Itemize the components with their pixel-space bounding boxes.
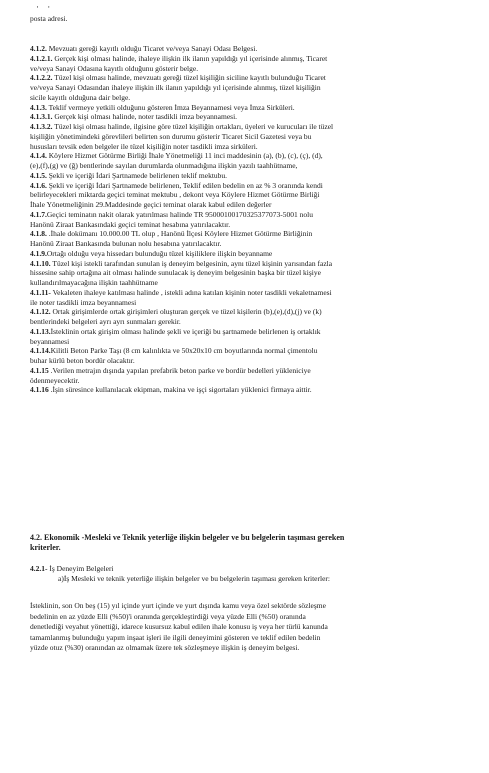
article-line: [30, 200, 473, 209]
article-number: 4.1.9.: [30, 248, 47, 258]
article-text: kişiliğin yönetimindeki görevlileri belirten son durumu gösterir Ticaret Sicil Gazetesi veya bu: [30, 131, 312, 141]
article-line: [30, 220, 473, 229]
article-text: Ortak girişimlerde ortak girişimleri oluşturan gerçek ve tüzel kişilerin (b),(e),(d),(j) ve (k): [50, 307, 322, 317]
article-text: ile noter tasdikli imza beyannamesi: [30, 297, 137, 307]
article-line: [30, 54, 473, 63]
scan-dots: · ·: [36, 2, 54, 12]
article-text: beyannamesi: [30, 336, 70, 346]
article-line: [30, 317, 473, 326]
article-text: İsteklinin ortak girişim olması halinde şekli ve içeriği bu şartnamede belirlenen iş ortaklık: [50, 326, 321, 336]
article-number: 4.1.2.2.: [30, 73, 53, 83]
article-text: Vekaleten ihaleye katılması halinde , istekli adına katılan kişinin noter tasdikli vekaletnamesi: [50, 287, 332, 297]
article-number: 4.1.13.: [30, 326, 51, 336]
sub-item: a)İş Mesleki ve teknik yeterliğe ilişkin belgeler ve bu belgelerin taşıması gereken kriterler:: [58, 574, 330, 583]
article-line: [30, 122, 473, 131]
article-text: Geçici teminatın nakit olarak yatırılması halinde TR 950001001703253770​73-5001 nolu: [46, 209, 313, 219]
article-text: sicile kayıtlı olduğuna dair belge.: [30, 92, 131, 102]
article-number: 4.1.6.: [30, 180, 47, 190]
article-line: [30, 229, 473, 238]
article-text: Gerçek kişi olması halinde, ihaleye ilişkin ilk ilanın yapıldığı yıl içerisinde alınmış, Ticaret: [52, 53, 328, 63]
paragraph-line: tamamlanmış bulunduğu yapım inşaat işleri ile ilgili deneyimini gösteren ve teklif edilen bedelin: [30, 632, 321, 642]
paragraph-line: bedelinin en az yüzde Elli (%50)'i oranında gerçekleştirdiği veya yüzde Elli (%50) oranında: [30, 611, 306, 621]
article-line: [30, 288, 473, 297]
article-number: 4.1.2.1.: [30, 53, 53, 63]
article-line: [30, 112, 473, 121]
article-text: ödenmeyecektir.: [30, 375, 80, 385]
article-line: [30, 171, 473, 180]
article-text: .İşin süresince kullanılacak ekipman, makina ve işçi sigortaları yüklenici firmaya aittir.: [48, 385, 312, 395]
article-line: [30, 132, 473, 141]
article-line: [30, 298, 473, 307]
article-text: Ortağı olduğu veya hissedarı bulunduğu tüzel kişiliklere ilişkin beyanname: [46, 248, 273, 258]
article-line: [30, 249, 473, 258]
article-line: [30, 385, 473, 394]
article-line: [30, 366, 473, 375]
article-line: [30, 190, 473, 199]
article-line: [30, 346, 473, 355]
article-text: Tüzel kişi olması halinde, mevzuatı gereği tüzel kişiliğin siciline kayıtlı bulunduğu Ticaret: [52, 73, 326, 83]
article-line: [30, 181, 473, 190]
paragraph-line: denetlediği veyahut yönettiği, idarece kusursuz kabul edilen ihale konusu iş veya her türlü kanunda: [30, 622, 328, 632]
article-text: Mevzuatı gereği kayıtlı olduğu Ticaret ve/veya Sanayi Odası Belgesi.: [46, 44, 258, 53]
article-line: [30, 73, 473, 82]
article-text: (e),(f),(g) ve (ğ) bentlerinde sayılan durumlarda olunmadığına ilişkin yazılı taahhütname,: [30, 161, 298, 170]
article-text: .İhale dokümanı 10.000.00 TL olup , Hanönü İlçesi Köylere Hizmet Götürme Birliğinin: [46, 229, 313, 239]
paragraph-line: yüzde otuz (%30) oranından az olmamak üzere tek sözleşmeye ilişkin iş deneyim belgesi.: [30, 643, 300, 653]
article-number: 4.1.5.: [30, 170, 47, 180]
article-number: 4.1.14.: [30, 346, 51, 356]
article-number: 4.1.2.: [30, 44, 47, 53]
article-text: belirleyecekleri miktarda geçici teminat mektubu , dekont veya Köylere Hizmet Götürme Birliği: [30, 190, 320, 200]
article-line: [30, 327, 473, 336]
article-line: [30, 93, 473, 102]
article-number: 4.1.10.: [30, 258, 51, 268]
sub-heading-number: 4.2.1-: [30, 564, 48, 573]
article-number: 4.1.16: [30, 385, 49, 395]
article-text: İhale Yönetmeliğinin 29.Maddesinde geçici teminat olarak kabul edilen değerler: [30, 200, 272, 209]
article-text: Hanönü Ziraat Bankasında bulunan nolu hesabına yatırılacaktır.: [30, 239, 222, 248]
article-number: 4.1.3.1.: [30, 112, 53, 122]
article-number: 4.1.12.: [30, 307, 51, 317]
article-number: 4.1.3.: [30, 102, 47, 112]
article-line: [30, 259, 473, 268]
article-line: [30, 151, 473, 160]
article-line: [30, 103, 473, 112]
article-text: Tüzel kişi olması halinde, ilgisine göre tüzel kişiliğin ortakları, üyeleri ve kurucuları ile tüzel: [52, 122, 334, 131]
article-number: 4.1.8.: [30, 229, 47, 239]
article-text: hususları tevsik eden belgeler ile tüzel kişiliğin noter tasdikli imza sirküleri.: [30, 141, 258, 151]
article-line: [30, 356, 473, 365]
article-text: Kilitli Beton Parke Taşı (8 cm kalınlıkta ve 50x20x10 cm boyutlarında normal çimentolu: [50, 346, 318, 356]
article-text: Gerçek kişi olması halinde, noter tasdikli imza beyannamesi.: [52, 112, 238, 122]
article-text: .Verilen metrajın dışında yapılan prefabrik beton parke ve bordür bedelleri yükleniciye: [48, 365, 311, 375]
article-text: ve/veya Sanayi Odasından ihaleye ilişkin ilk ilanın yapıldığı yıl içerisinde alınmış, tüzel kişiliğin: [30, 83, 321, 92]
article-text: bentlerindeki belgeleri ayrı ayrı sunmaları gerekir.: [30, 317, 181, 326]
sub-heading-text: İş Deneyim Belgeleri: [47, 564, 114, 573]
article-text: Köylere Hizmet Götürme Birliği İhale Yönetmeliği 11 inci maddesinin (a), (b), (c), (ç), (d),: [46, 151, 323, 161]
article-text: Şekli ve içeriği İdari Şartnamede belirlenen teklif mektubu.: [46, 170, 228, 180]
article-text: hissesine sahip ortağına ait olması halinde sunulacak iş deneyim belgesinin başka bir tüzel kişiye: [30, 268, 321, 278]
article-text: buhar kürlü beton bordür olacaktır.: [30, 356, 135, 365]
article-number: 4.1.11-: [30, 287, 51, 297]
article-text: ve/veya Sanayi Odasına kayıtlı olduğunu gösterir belge.: [30, 63, 199, 73]
sub-heading: [30, 564, 473, 573]
article-text: kullandırılmayacağına ilişkin taahhütname: [30, 278, 158, 287]
article-number: 4.1.4.: [30, 151, 47, 161]
top-fragment: posta adresi.: [30, 14, 68, 23]
article-line: [30, 307, 473, 316]
article-number: 4.1.3.2.: [30, 122, 53, 131]
section-heading-line-2: kriterler.: [30, 543, 61, 552]
article-text: Tüzel kişi istekli tarafından sunulan iş deneyim belgesinin, aynı tüzel kişinin yarısından fazla: [50, 258, 333, 268]
article-line: [30, 210, 473, 219]
article-line: [30, 44, 473, 53]
article-text: Teklif vermeye yetkili olduğunu gösteren İmza Beyannamesi veya İmza Sirküleri.: [46, 102, 295, 112]
section-heading-line-1: 4.2. Ekonomik -Mesleki ve Teknik yeterliğe ilişkin belgeler ve bu belgelerin taşıması gereken: [30, 533, 345, 542]
article-line: [30, 64, 473, 73]
article-line: [30, 239, 473, 248]
article-text: Şekli ve içeriği İdari Şartnamede belirlenen, Teklif edilen bedelin en az % 3 oranında kendi: [46, 180, 323, 190]
article-line: [30, 161, 473, 170]
article-line: [30, 337, 473, 346]
article-number: 4.1.7.: [30, 209, 47, 219]
article-line: [30, 278, 473, 287]
article-line: [30, 83, 473, 92]
paragraph-line: İsteklinin, son On beş (15) yıl içinde yurt içinde ve yurt dışında kamu veya özel sektörde sözleşme: [30, 601, 326, 610]
article-line: [30, 268, 473, 277]
article-text: Hanönü Ziraat Bankasındaki geçici teminat hesabına yatırılacaktır.: [30, 219, 231, 229]
article-line: [30, 142, 473, 151]
article-line: [30, 376, 473, 385]
article-number: 4.1.15: [30, 365, 49, 375]
